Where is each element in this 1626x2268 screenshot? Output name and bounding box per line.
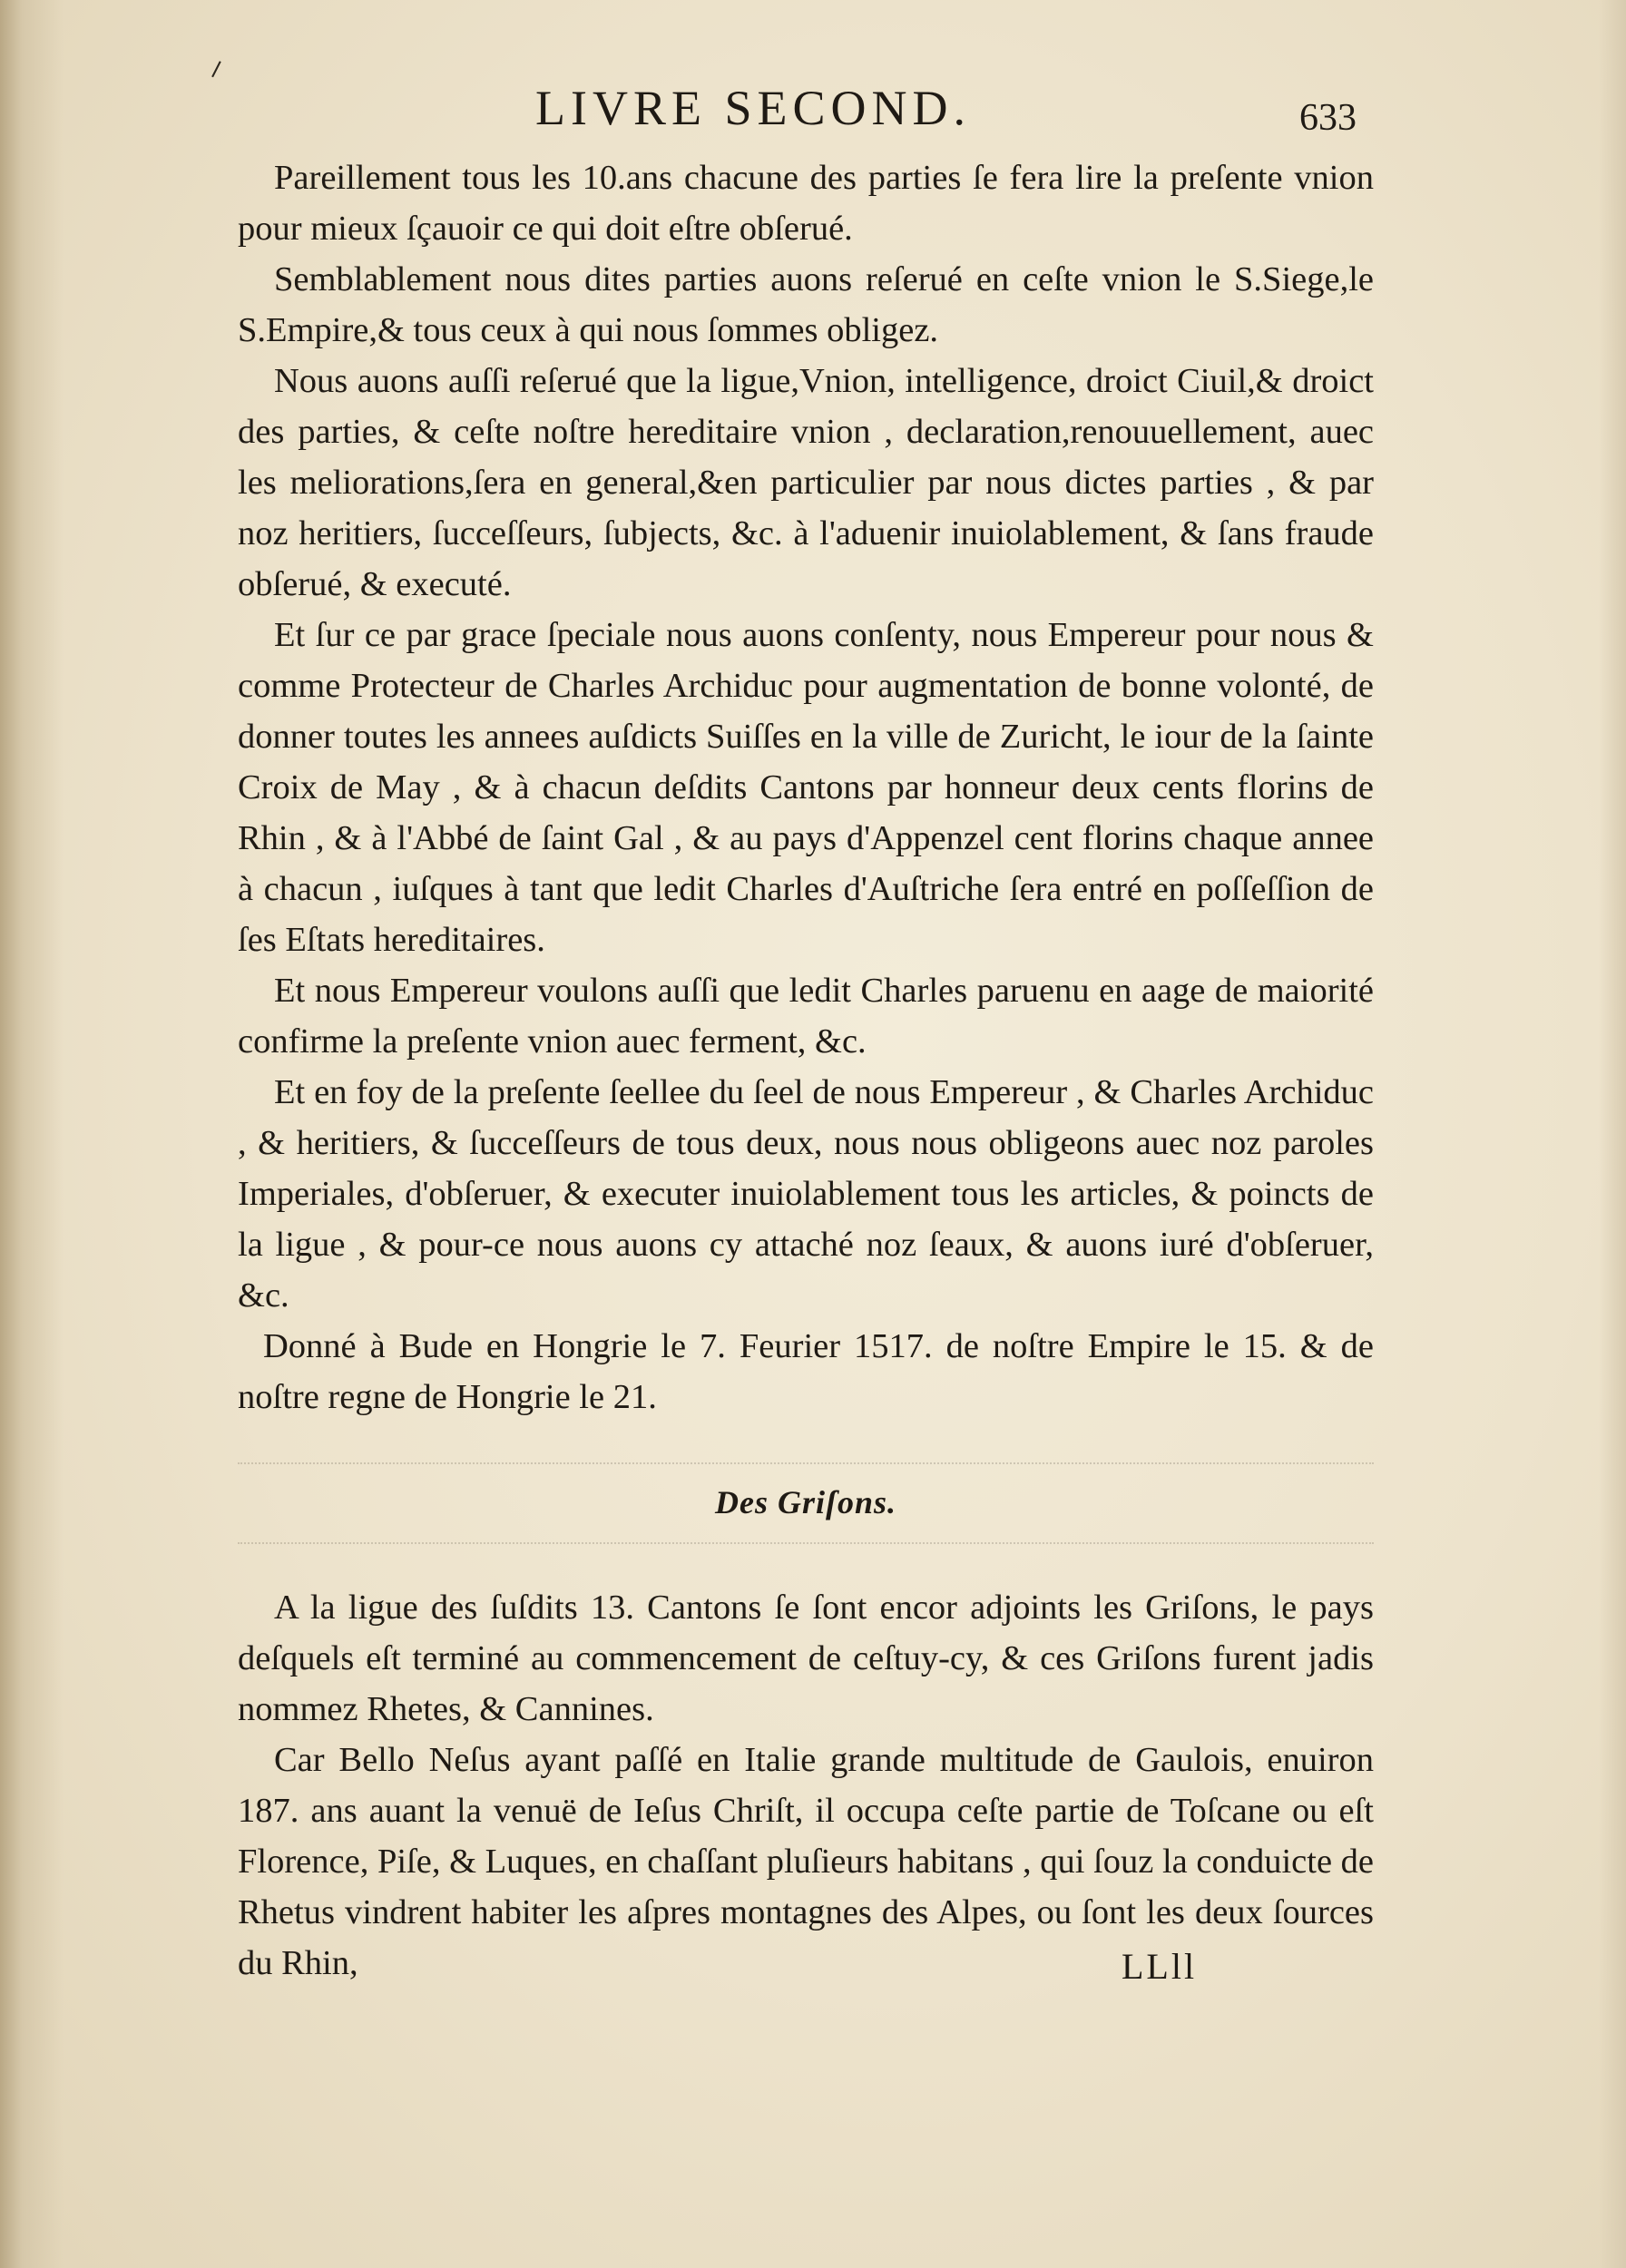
- running-head: LIVRE SECOND.: [535, 81, 971, 135]
- paragraph: Nous auons auſſi reſerué que la ligue,Vnion, intelligence, droict Ciuil,& droict des parties, & ceſte noſtre hereditaire vnion , declaration,renouuellement, auec les meliorations,ſera en general,&en particulier par nous dictes parties , & par noz heritiers, ſucceſſeurs, ſubjects, &c. à l'aduenir inuiolablement, & ſans fraude obſerué, & executé.: [238, 362, 1374, 603]
- show-through-line: [238, 1542, 1374, 1546]
- signature-mark: LLll: [1122, 1946, 1198, 1987]
- date-line: Donné à Bude en Hongrie le 7. Feurier 1517. de noſtre Empire le 15. & de noſtre regne de Hongrie le 21.: [238, 1327, 1374, 1416]
- paragraph: A la ligue des ſuſdits 13. Cantons ſe ſont encor adjoints les Griſons, le pays deſquels eſt terminé au commencement de ceſtuy-cy, & ces Griſons furent jadis nommez Rhetes, & Cannines.: [238, 1589, 1374, 1728]
- paragraph: Et nous Empereur voulons auſſi que ledit Charles paruenu en aage de maiorité confirme la preſente vnion auec ferment, &c.: [238, 972, 1374, 1061]
- page-number: 633: [1299, 97, 1357, 139]
- paragraph: Pareillement tous les 10.ans chacune des parties ſe fera lire la preſente vnion pour mieux ſçauoir ce qui doit eſtre obſerué.: [238, 159, 1374, 248]
- body-text: [238, 152, 1374, 1989]
- scan-mark: ⸝: [199, 38, 230, 84]
- paragraph: Car Bello Neſus ayant paſſé en Italie grande multitude de Gaulois, enuiron 187. ans auant la venuë de Ieſus Chriſt, il occupa ceſte partie de Toſcane ou eſt Florence, Piſe, & Luques, en chaſſant pluſieurs habitans , qui ſouz la conduicte de Rhetus vindrent habiter les aſpres montagnes des Alpes, ou ſont les deux ſources du Rhin,: [238, 1741, 1374, 1982]
- gutter-shadow: [0, 0, 64, 2268]
- section-title: Des Griſons.: [714, 1484, 896, 1520]
- edge-shadow: [1599, 0, 1626, 2268]
- paragraph: Et en foy de la preſente ſeellee du ſeel de nous Empereur , & Charles Archiduc , & heritiers, & ſucceſſeurs de tous deux, nous nous obligeons auec noz paroles Imperiales, d'obſeruer, & executer inuiolablement tous les articles, & poincts de la ligue , & pour-ce nous auons cy attaché noz ſeaux, & auons iuré d'obſeruer, &c.: [238, 1073, 1374, 1315]
- paragraph: Et ſur ce par grace ſpeciale nous auons conſenty, nous Empereur pour nous & comme Protecteur de Charles Archiduc pour augmentation de bonne volonté, de donner toutes les annees auſdicts Suiſſes en la ville de Zuricht, le iour de la ſainte Croix de May , & à chacun deſdits Cantons par honneur deux cents florins de Rhin , & à l'Abbé de ſaint Gal , & au pays d'Appenzel cent florins chaque annee à chacun , iuſques à tant que ledit Charles d'Auſtriche ſera entré en poſſeſſion de ſes Eſtats hereditaires.: [238, 616, 1374, 959]
- paragraph: Semblablement nous dites parties auons reſerué en ceſte vnion le S.Siege,le S.Empire,& tous ceux à qui nous ſommes obligez.: [238, 260, 1374, 349]
- show-through-line: [238, 1462, 1374, 1466]
